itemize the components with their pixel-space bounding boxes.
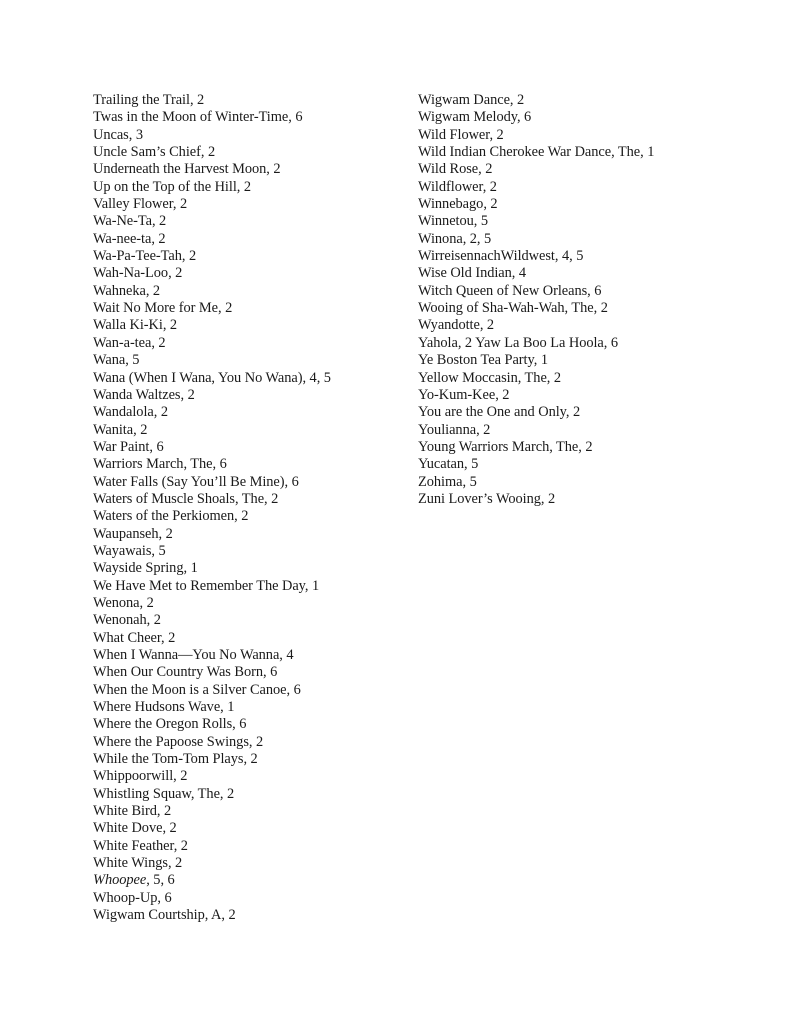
- entry-refs: , 2: [173, 768, 188, 785]
- index-entry: [93, 543, 413, 560]
- entry-title: Wenonah: [93, 612, 147, 629]
- entry-title: Wyandotte: [418, 317, 480, 334]
- index-entry: [418, 265, 768, 282]
- entry-refs: , 6: [263, 664, 278, 681]
- index-entry: [93, 612, 413, 629]
- index-entry: [93, 404, 413, 421]
- index-entry: [93, 456, 413, 473]
- index-entry: [418, 370, 768, 387]
- index-entry: [93, 300, 413, 317]
- entry-title: Waters of Muscle Shoals, The: [93, 490, 265, 507]
- index-entry: [93, 179, 413, 196]
- index-column-left: [93, 92, 413, 925]
- entry-title: While the Tom-Tom Plays: [93, 751, 244, 768]
- entry-title: Yahola: [418, 334, 458, 351]
- index-entry: [93, 335, 413, 352]
- index-entry: [418, 231, 768, 248]
- entry-title: Waupanseh: [93, 525, 159, 542]
- entry-refs: , 6: [288, 109, 303, 126]
- entry-title: Whoopee: [93, 872, 147, 889]
- entry-title: Wanda Waltzes: [93, 386, 181, 403]
- entry-title: Wigwam Melody: [418, 109, 517, 126]
- entry-refs: , 2: [161, 629, 176, 646]
- index-entry: [93, 317, 413, 334]
- index-entry: [93, 682, 413, 699]
- entry-title: Zuni Lover’s Wooing: [418, 490, 541, 507]
- entry-refs: , 2: [200, 144, 216, 161]
- entry-refs: , 2: [217, 300, 233, 317]
- entry-title: Wild Indian Cherokee War Dance, The: [418, 144, 641, 161]
- entry-refs: , 2: [483, 196, 498, 213]
- entry-title: Wayside Spring: [93, 560, 184, 577]
- index-entry: [93, 699, 413, 716]
- index-entry: [93, 127, 413, 144]
- entry-title: Yucatan: [418, 456, 464, 473]
- index-entry: [418, 491, 768, 508]
- entry-refs: , 2: [234, 508, 249, 525]
- entry-title: Young Warriors March, The: [418, 438, 579, 455]
- entry-refs: , 2: [162, 317, 178, 334]
- entry-title: Whoop-Up: [93, 889, 158, 906]
- entry-title: Witch Queen of New Orleans: [418, 282, 588, 299]
- entry-title: Youlianna: [418, 421, 477, 438]
- entry-refs: , 4, 5: [554, 248, 584, 265]
- entry-refs: , 2: [243, 751, 258, 768]
- entry-title: Wan-a-tea: [93, 334, 152, 351]
- entry-title: Winona: [418, 230, 463, 247]
- index-entry: [93, 872, 413, 889]
- index-entry: [418, 422, 768, 439]
- entry-refs: , 2: [578, 438, 593, 455]
- index-entry: [93, 370, 413, 387]
- index-entry: [418, 300, 768, 317]
- entry-refs: , 2: [489, 126, 504, 143]
- index-entry: [418, 387, 768, 404]
- entry-refs: , 2: [162, 820, 177, 837]
- index-entry: [93, 161, 413, 178]
- index-entry: [418, 144, 768, 161]
- entry-title: WirreisennachWildwest: [418, 248, 555, 265]
- index-entry: [93, 630, 413, 647]
- entry-refs: , 6: [212, 456, 227, 473]
- entry-title: Wandalola: [93, 404, 154, 421]
- entry-refs: , 2, 5: [462, 230, 492, 247]
- index-entry: [93, 144, 413, 161]
- entry-title: Warriors March, The: [93, 456, 213, 473]
- index-entry: [418, 317, 768, 334]
- entry-refs: , 2: [145, 282, 161, 299]
- index-entry: [418, 92, 768, 109]
- index-entry: [418, 213, 768, 230]
- index-entry: [93, 786, 413, 803]
- entry-refs: , 2: [495, 386, 510, 403]
- entry-title: White Feather: [93, 837, 174, 854]
- entry-refs: , 6: [157, 889, 172, 906]
- index-entry: [418, 474, 768, 491]
- index-entry: [418, 335, 768, 352]
- index-entry: [93, 508, 413, 525]
- index-entry: [93, 751, 413, 768]
- entry-title: Yellow Moccasin, The: [418, 369, 547, 386]
- index-entry: [93, 855, 413, 872]
- entry-refs: , 2: [133, 421, 148, 438]
- entry-title: Wayawais: [93, 542, 152, 559]
- entry-refs: , 2: [151, 230, 166, 247]
- entry-title: When the Moon is a Silver Canoe: [93, 681, 287, 698]
- entry-refs: , 2: [156, 803, 172, 820]
- index-entry: [418, 161, 768, 178]
- entry-refs: , 2: [219, 785, 235, 802]
- entry-refs: , 1: [183, 560, 198, 577]
- index-entry: [93, 109, 413, 126]
- entry-title: Wildflower: [418, 178, 483, 195]
- entry-title: Winnetou: [418, 213, 474, 230]
- entry-refs: , 4: [511, 265, 527, 282]
- index-entry: [93, 265, 413, 282]
- index-entry: [418, 109, 768, 126]
- entry-refs: , 2: [173, 837, 188, 854]
- entry-title: Wait No More for Me: [93, 300, 218, 317]
- entry-refs: , 2: [189, 92, 205, 108]
- index-entry: [418, 196, 768, 213]
- index-entry: [93, 820, 413, 837]
- entry-refs: , 2: [153, 404, 168, 421]
- entry-title: Where the Oregon Rolls: [93, 716, 233, 733]
- entry-refs: , 6: [587, 282, 602, 299]
- entry-refs: , 1: [220, 699, 235, 716]
- entry-title: War Paint: [93, 438, 150, 455]
- entry-refs: , 6: [232, 716, 247, 733]
- entry-refs: , 6: [284, 473, 299, 490]
- index-entry: [418, 404, 768, 421]
- entry-title: Waters of the Perkiomen: [93, 508, 235, 525]
- entry-refs: , 2: [158, 525, 173, 542]
- entry-title: Zohima: [418, 473, 463, 490]
- entry-title: When Our Country Was Born: [93, 664, 263, 681]
- entry-title: We Have Met to Remember The Day: [93, 577, 305, 594]
- entry-refs: , 2: [139, 594, 154, 611]
- index-entry: [93, 560, 413, 577]
- entry-refs: , 2: [248, 733, 264, 750]
- index-entry: [418, 352, 768, 369]
- entry-title: Valley Flower: [93, 196, 173, 213]
- entry-title: White Wings: [93, 855, 168, 872]
- entry-title: Uncle Sam’s Chief: [93, 144, 201, 161]
- entry-title: Trailing the Trail: [93, 92, 190, 108]
- index-entry: [93, 595, 413, 612]
- index-entry: [418, 439, 768, 456]
- entry-refs: , 2: [479, 317, 495, 334]
- entry-title: Where Hudsons Wave: [93, 699, 221, 716]
- entry-title: Wild Flower: [418, 126, 490, 143]
- entry-refs: , 3: [128, 126, 143, 143]
- entry-refs: , 4, 5: [302, 369, 331, 386]
- entry-title: White Bird: [93, 803, 157, 820]
- entry-title: You are the One and Only: [418, 404, 566, 421]
- entry-title: Twas in the Moon of Winter-Time: [93, 109, 289, 126]
- entry-title: Whippoorwill: [93, 768, 174, 785]
- index-entry: [93, 664, 413, 681]
- index-entry: [93, 439, 413, 456]
- entry-title: Wana: [93, 352, 126, 369]
- entry-title: Where the Papoose Swings: [93, 733, 249, 750]
- entry-title: Underneath the Harvest Moon: [93, 161, 267, 178]
- entry-refs: , 5: [462, 473, 477, 490]
- entry-title: Wild Rose: [418, 161, 479, 178]
- entry-refs: , 6: [149, 438, 164, 455]
- entry-refs: , 2: [151, 213, 167, 230]
- entry-title: Wise Old Indian: [418, 265, 512, 282]
- entry-title: Winnebago: [418, 196, 484, 213]
- entry-refs: , 5: [125, 352, 140, 369]
- entry-refs: , 1: [304, 577, 320, 594]
- index-entry: [418, 179, 768, 196]
- index-entry: [418, 248, 768, 265]
- index-column-right: [418, 92, 768, 508]
- entry-refs: , 2: [540, 490, 556, 507]
- entry-title: Wahneka: [93, 282, 146, 299]
- index-entry: [93, 474, 413, 491]
- index-entry: [93, 734, 413, 751]
- index-entry: [93, 890, 413, 907]
- index-entry: [93, 387, 413, 404]
- index-entry: [93, 196, 413, 213]
- entry-title: Up on the Top of the Hill: [93, 178, 237, 195]
- entry-refs: , 2 Yaw La Boo La Hoola, 6: [457, 334, 619, 351]
- entry-refs: , 5: [151, 542, 166, 559]
- entry-refs: , 2: [172, 196, 188, 213]
- entry-refs: , 2: [236, 178, 252, 195]
- index-entry: [93, 231, 413, 248]
- entry-title: When I Wanna—You No Wanna: [93, 647, 280, 663]
- entry-title: Wigwam Courtship, A: [93, 907, 222, 924]
- entry-title: Wa-Ne-Ta: [93, 213, 152, 230]
- entry-title: Wa-Pa-Tee-Tah: [93, 248, 182, 265]
- entry-refs: , 5: [473, 213, 489, 230]
- entry-title: Walla Ki-Ki: [93, 317, 163, 334]
- entry-title: Yo-Kum-Kee: [418, 386, 496, 403]
- index-entry: [418, 456, 768, 473]
- entry-refs: , 2: [221, 907, 236, 924]
- index-entry: [93, 578, 413, 595]
- entry-title: Wigwam Dance: [418, 92, 510, 108]
- entry-refs: , 2: [478, 161, 493, 178]
- entry-refs: , 2: [593, 300, 608, 317]
- entry-refs: , 2: [151, 334, 166, 351]
- entry-title: Wana (When I Wana, You No Wana): [93, 369, 303, 386]
- entry-title: Whistling Squaw, The: [93, 785, 220, 802]
- entry-refs: , 2: [180, 386, 195, 403]
- index-entry: [93, 283, 413, 300]
- entry-refs: , 2: [181, 248, 197, 265]
- entry-refs: , 2: [509, 92, 525, 108]
- entry-title: Water Falls (Say You’ll Be Mine): [93, 473, 285, 490]
- entry-title: Wa-nee-ta: [93, 230, 152, 247]
- index-entry: [93, 907, 413, 924]
- entry-refs: , 2: [565, 404, 581, 421]
- index-entry: [93, 526, 413, 543]
- index-entry: [93, 491, 413, 508]
- index-entry: [93, 92, 413, 109]
- entry-title: Wanita: [93, 421, 134, 438]
- entry-refs: , 1: [533, 352, 548, 369]
- entry-refs: , 1: [640, 144, 655, 161]
- entry-refs: , 5, 6: [146, 872, 175, 889]
- entry-title: Wooing of Sha-Wah-Wah, The: [418, 300, 594, 317]
- entry-refs: , 2: [266, 161, 281, 178]
- index-entry: [93, 647, 413, 664]
- index-entry: [93, 803, 413, 820]
- entry-refs: , 6: [516, 109, 532, 126]
- entry-refs: , 2: [167, 855, 183, 872]
- index-entry: [418, 283, 768, 300]
- index-entry: [93, 352, 413, 369]
- index-entry: [418, 127, 768, 144]
- entry-refs: , 2: [546, 369, 562, 386]
- entry-title: Uncas: [93, 126, 129, 143]
- entry-refs: , 6: [286, 681, 301, 698]
- entry-refs: , 2: [476, 421, 491, 438]
- entry-title: Ye Boston Tea Party: [418, 352, 534, 369]
- entry-refs: , 4: [279, 647, 294, 663]
- entry-refs: , 5: [464, 456, 479, 473]
- index-entry: [93, 213, 413, 230]
- entry-refs: , 2: [264, 490, 279, 507]
- index-entry: [93, 838, 413, 855]
- entry-title: What Cheer: [93, 629, 162, 646]
- entry-refs: , 2: [482, 178, 497, 195]
- index-entry: [93, 716, 413, 733]
- entry-title: Wenona: [93, 594, 140, 611]
- entry-title: White Dove: [93, 820, 163, 837]
- entry-title: Wah-Na-Loo: [93, 265, 169, 282]
- index-entry: [93, 768, 413, 785]
- index-entry: [93, 248, 413, 265]
- entry-refs: , 2: [168, 265, 183, 282]
- index-entry: [93, 422, 413, 439]
- entry-refs: , 2: [146, 612, 161, 629]
